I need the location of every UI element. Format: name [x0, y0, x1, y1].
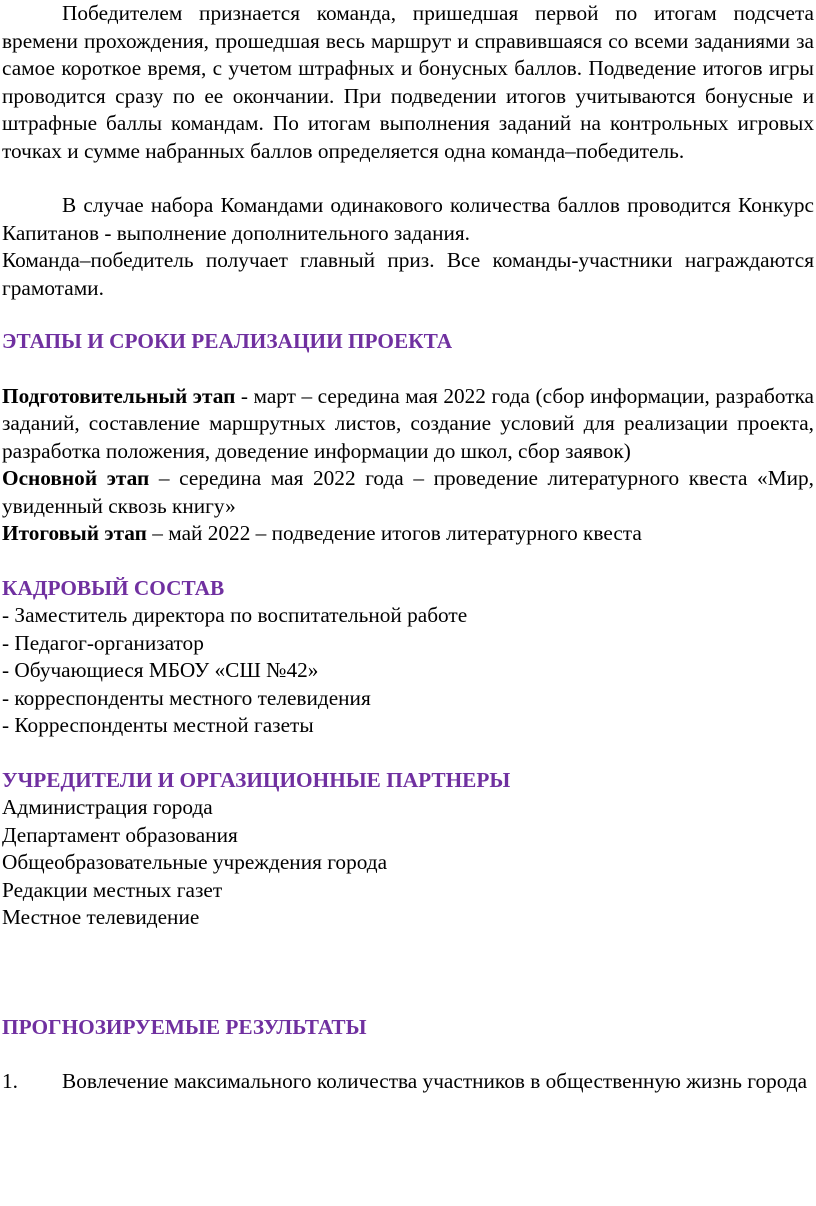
- partner-list-item: Общеобразовательные учреждения города: [2, 850, 388, 874]
- staff-list-item: - Корреспонденты местной газеты: [2, 713, 314, 737]
- result-text: Вовлечение максимального количества участников в общественную жизнь города: [62, 1069, 808, 1093]
- partner-list-item: Департамент образования: [2, 822, 238, 847]
- paragraph-captains-contest: В случае набора Командами одинакового количества баллов проводится Конкурс Капитанов - выполнение дополнительного задания.: [2, 193, 814, 245]
- stage-item-preparatory: [2, 383, 814, 466]
- staff-list-item: - корреспонденты местного телевидения: [2, 685, 371, 710]
- result-number: 1.: [2, 1069, 18, 1093]
- paragraph-winner-rules: Победителем признается команда, пришедшая первой по итогам подсчета времени прохождения, прошедшая весь маршрут и справившаяся со всеми заданиями за самое короткое время, с учетом штрафных и бонусных баллов. Подведение итогов игры проводится сразу по ее окончании. При подведении итогов учитываются бонусные и штрафные баллы командам. По итогам выполнения заданий на контрольных игровых точках и сумме набранных баллов определяется одна команда–победитель.: [2, 1, 814, 163]
- staff-list-item: - Заместитель директора по воспитательной работе: [2, 603, 468, 627]
- spacer: [2, 302, 814, 328]
- section-heading-partners: УЧРЕДИТЕЛИ И ОРГАЗИЦИОННЫЕ ПАРТНЕРЫ: [2, 767, 511, 792]
- section-heading-results: ПРОГНОЗИРУЕМЫЕ РЕЗУЛЬТАТЫ: [2, 1014, 367, 1039]
- stage-text: – май 2022 – подведение итогов литературного квеста: [146, 521, 642, 545]
- stage-text: - март – середина мая 2022 года (сбор информации, разработка заданий, составление маршрутных листов, создание условий для реализации проекта, разработка положения, доведение информации до школ, сбор заявок): [2, 383, 814, 463]
- staff-list-item: - Обучающиеся МБОУ «СШ №42»: [2, 658, 319, 682]
- partner-list-item: Администрация города: [2, 795, 213, 819]
- stage-text: – середина мая 2022 года – проведение литературного квеста «Мир, увиденный сквозь книгу»: [2, 466, 815, 518]
- spacer: [2, 165, 814, 192]
- staff-list-item: - Педагог-организатор: [2, 630, 204, 655]
- spacer: [2, 356, 814, 383]
- section-heading-stages: ЭТАПЫ И СРОКИ РЕАЛИЗАЦИИ ПРОЕКТА: [2, 329, 453, 353]
- spacer: [2, 548, 814, 575]
- stage-name: Итоговый этап: [2, 521, 147, 545]
- spacer: [2, 932, 814, 1014]
- document-page: [2, 0, 814, 1096]
- section-heading-staff: КАДРОВЫЙ СОСТАВ: [2, 575, 225, 600]
- stage-name: Подготовительный этап: [2, 383, 236, 408]
- spacer: [2, 740, 814, 767]
- partner-list-item: Редакции местных газет: [2, 877, 223, 902]
- spacer: [2, 1041, 814, 1068]
- paragraph-prizes: Команда–победитель получает главный приз. Все команды-участники награждаются грамотами.: [2, 248, 814, 300]
- stage-item-final: [2, 520, 814, 548]
- stage-name: Основной этап: [2, 466, 150, 490]
- result-list-item: [2, 1068, 814, 1096]
- partner-list-item: Местное телевидение: [2, 905, 200, 929]
- stage-item-main: [2, 465, 814, 520]
